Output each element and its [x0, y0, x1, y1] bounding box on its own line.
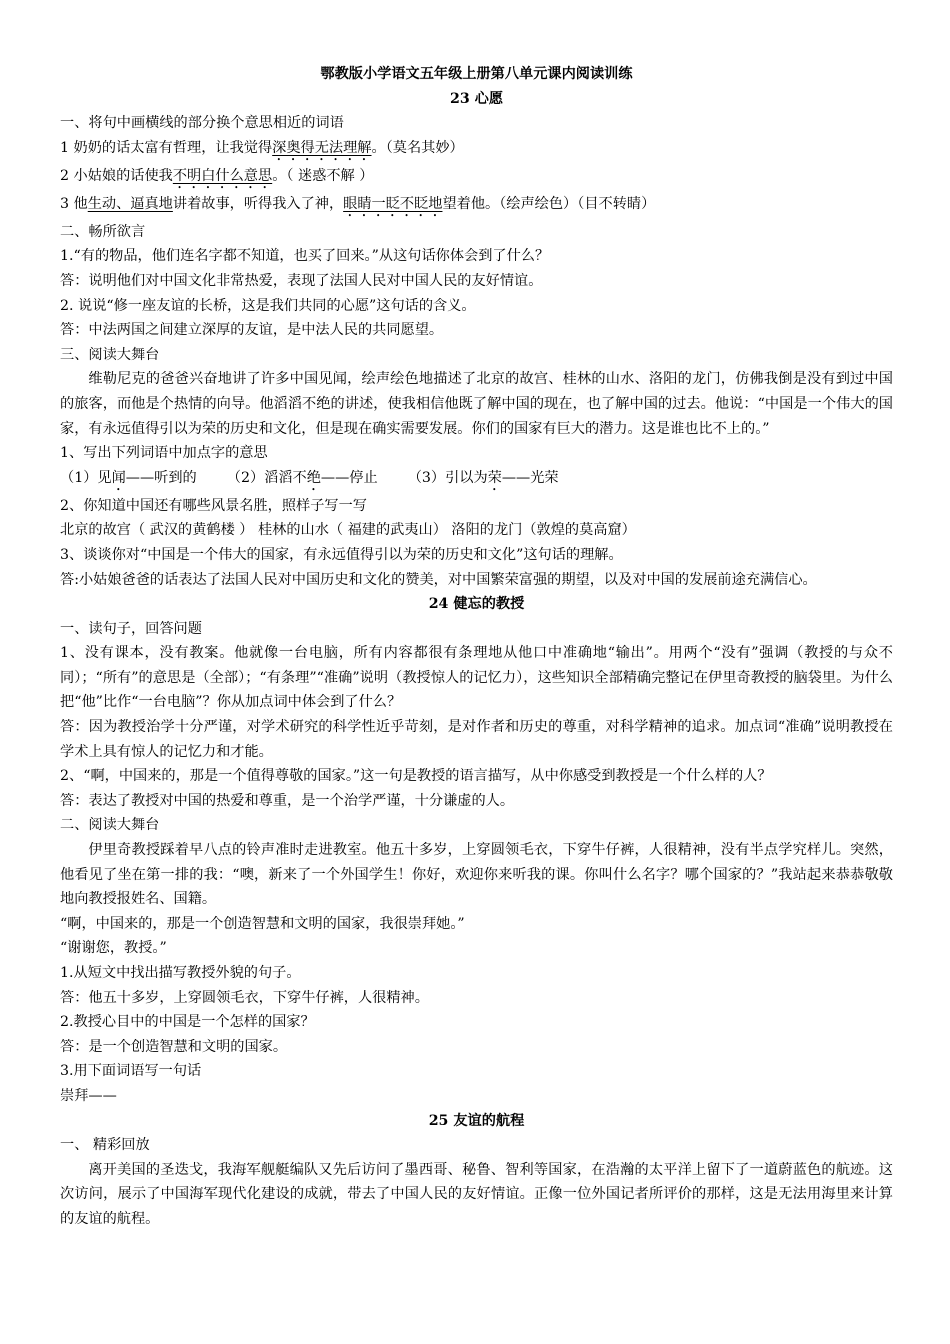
- question: 2.教授心目中的中国是一个怎样的国家？: [60, 1014, 315, 1031]
- question: 1、没有课本，没有教案。他就像一台电脑，所有内容都很有条理地从他口中准确地“输出”。用两个“没有”强调（教授的与众不同）；“所有”的意思是（全部）；“有条理”“准确”说明（教授惊人的记忆力），这些知识全部精确完整记在伊里奇教授的脑袋里。为什么把“他”比作“一台电脑”？你从加点词中体会到了什么？: [60, 645, 893, 711]
- question: 3.用下面词语写一句话: [60, 1063, 202, 1080]
- lesson-25: [60, 1109, 893, 1232]
- answer: 答:小姑娘爸爸的话表达了法国人民对中国历史和文化的赞美，对中国繁荣富强的期望，以及对中国的发展前途充满信心。: [60, 571, 817, 588]
- lesson-24: [60, 592, 893, 1108]
- reading-passage: 伊里奇教授踩着早八点的铃声准时走进教室。他五十多岁，上穿圆领毛衣，下穿牛仔裤，人很精神，没有半点学究样儿。突然，他看见了坐在第一排的我：“噢，新来了一个外国学生！你好，欢迎你来听我的课。你叫什么名字？哪个国家的？”我站起来恭恭敬敬地向教授报姓名、国籍。: [60, 842, 893, 908]
- section-heading: 一、将句中画横线的部分换个意思相近的词语: [60, 115, 344, 132]
- reading-passage: 离开美国的圣迭戈，我海军舰艇编队又先后访问了墨西哥、秘鲁、智利等国家，在浩瀚的太平洋上留下了一道蔚蓝色的航迹。这次访问，展示了中国海军现代化建设的成就，带去了中国人民的友好情谊。正像一位外国记者所评价的那样，这是无法用海里来计算的友谊的航程。: [60, 1161, 893, 1227]
- section-heading: 二、阅读大舞台: [60, 817, 160, 834]
- question-1: 1 奶奶的话太富有哲理，让我觉得深奥得无法理解。（莫名其妙）: [60, 139, 464, 156]
- answer: 答：是一个创造智慧和文明的国家。: [60, 1038, 288, 1055]
- question: 3、谈谈你对“中国是一个伟大的国家，有永远值得引以为荣的历史和文化”这句话的理解。: [60, 546, 623, 563]
- underlined-phrase: 生动、逼真地: [87, 195, 173, 212]
- answer: 答：他五十多岁，上穿圆领毛衣，下穿牛仔裤，人很精神。: [60, 989, 429, 1006]
- section-heading: 三、阅读大舞台: [60, 346, 160, 363]
- section-heading: 一、读句子，回答问题: [60, 620, 202, 637]
- document-title: 鄂教版小学语文五年级上册第八单元课内阅读训练: [320, 66, 633, 82]
- question: 1.“有的物品，他们连名字都不知道，也买了回来。”从这句话你体会到了什么？: [60, 248, 550, 265]
- dialogue-line: “谢谢您，教授。”: [60, 940, 167, 957]
- answer: 答：表达了教授对中国的热爱和尊重，是一个治学严谨，十分谦虚的人。: [60, 792, 515, 809]
- lesson-25-title: 25 友谊的航程: [428, 1112, 525, 1129]
- lesson-24-title: 24 健忘的教授: [428, 596, 525, 613]
- question: 1、写出下列词语中加点字的意思: [60, 445, 268, 462]
- word-meanings: （1）见闻——听到的 （2）滔滔不绝——停止 （3）引以为荣——光荣: [60, 469, 559, 486]
- underlined-phrase: 不明白什么意思: [172, 167, 273, 184]
- answer: 答：因为教授治学十分严谨，对学术研究的科学性近乎苛刻，是对作者和历史的尊重，对科学精神的追求。加点词“准确”说明教授在学术上具有惊人的记忆力和才能。: [60, 719, 893, 760]
- section-heading: 一、 精彩回放: [60, 1137, 150, 1154]
- dialogue-line: “啊，中国来的，那是一个创造智慧和文明的国家，我很崇拜她。”: [60, 915, 465, 932]
- underlined-phrase: 深奥得无法理解: [272, 139, 372, 156]
- reading-passage: 维勒尼克的爸爸兴奋地讲了许多中国见闻，绘声绘色地描述了北京的故宫、桂林的山水、洛阳的龙门，仿佛我倒是没有到过中国的旅客，而他是个热情的向导。他滔滔不绝的讲述，使我相信他既了解中国的现在，也了解中国的过去。他说：“中国是一个伟大的国家，有永远值得引以为荣的历史和文化，但是现在确实需要发展。你们的国家有巨大的潜力。这是谁也比不上的。”: [60, 371, 893, 437]
- answer: 答：中法两国之间建立深厚的友谊，是中法人民的共同愿望。: [60, 322, 444, 339]
- section-heading: 二、畅所欲言: [60, 223, 146, 240]
- question: 2、你知道中国还有哪些风景名胜，照样子写一写: [60, 497, 367, 514]
- question-3: 3 他生动、逼真地讲着故事，听得我入了神，眼睛一眨不眨地望着他。（绘声绘色）（目不转睛）: [60, 195, 656, 212]
- answer: 北京的故宫（ 武汉的黄鹤楼 ） 桂林的山水（ 福建的武夷山） 洛阳的龙门（敦煌的莫高窟）: [60, 522, 636, 539]
- question: 2. 说说“修一座友谊的长桥，这是我们共同的心愿”这句话的含义。: [60, 297, 476, 314]
- underlined-phrase: 眼睛一眨不眨地: [343, 195, 443, 212]
- question: 2、“啊，中国来的，那是一个值得尊敬的国家。”这一句是教授的语言描写，从中你感受到教授是一个什么样的人？: [60, 768, 772, 785]
- question: 1.从短文中找出描写教授外貌的句子。: [60, 965, 301, 981]
- question-2: 2 小姑娘的话使我不明白什么意思。（ 迷惑不解 ）: [60, 167, 374, 184]
- answer: 崇拜——: [60, 1087, 117, 1104]
- lesson-23: [60, 87, 893, 593]
- lesson-23-title: 23 心愿: [449, 90, 504, 107]
- answer: 答：说明他们对中国文化非常热爱，表现了法国人民对中国人民的友好情谊。: [60, 272, 543, 289]
